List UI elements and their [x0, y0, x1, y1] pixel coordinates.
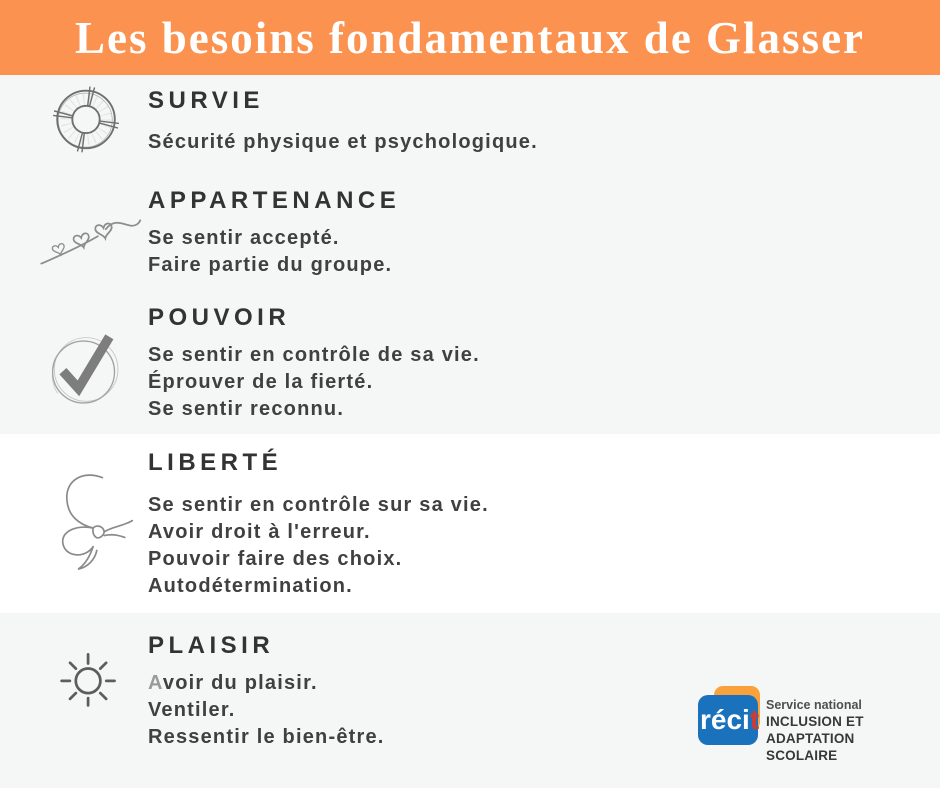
section-body-survie: [148, 129, 538, 156]
body-line: Avoir droit à l'erreur.: [148, 521, 371, 543]
butterfly-icon: [52, 466, 136, 578]
recit-logo: [698, 686, 928, 763]
logo-scolaire-line: SCOLAIRE: [766, 748, 838, 763]
body-line: Se sentir en contrôle sur sa vie.: [148, 494, 489, 516]
checkmark-circle-icon: [44, 321, 130, 411]
body-line: Se sentir reconnu.: [148, 398, 345, 420]
section-body-pouvoir: [148, 342, 480, 423]
lifebuoy-icon: [50, 80, 122, 156]
body-line: Avoir du plaisir.: [148, 672, 318, 694]
body-line: Éprouver de la fierté.: [148, 371, 374, 393]
section-title-appartenance: APPARTENANCE: [148, 187, 401, 214]
body-line: Pouvoir faire des choix.: [148, 548, 403, 570]
logo-service-line: Service national: [766, 698, 862, 712]
hearts-icon: [36, 204, 142, 272]
section-body-plaisir: [148, 670, 385, 751]
section-title-plaisir: PLAISIR: [148, 632, 275, 659]
body-line: Sécurité physique et psychologique.: [148, 131, 538, 153]
section-body-appartenance: [148, 225, 392, 279]
body-line: Ventiler.: [148, 699, 236, 721]
sun-icon: [48, 641, 130, 717]
section-title-survie: SURVIE: [148, 87, 264, 114]
wordmark-white: réci: [700, 704, 750, 735]
logo-text: [766, 697, 928, 764]
logo-inclusion-line: INCLUSION ET ADAPTATION: [766, 714, 864, 746]
body-line: Faire partie du groupe.: [148, 254, 393, 276]
body-line: Se sentir accepté.: [148, 227, 340, 249]
section-title-liberte: LIBERTÉ: [148, 449, 283, 476]
wordmark-red: t: [749, 704, 760, 735]
page-title: Les besoins fondamentaux de Glasser: [74, 12, 866, 63]
section-body-liberte: [148, 492, 489, 600]
body-line: Autodétermination.: [148, 575, 353, 597]
body-line: Ressentir le bien-être.: [148, 726, 385, 748]
header: [0, 0, 940, 75]
section-title-pouvoir: POUVOIR: [148, 304, 291, 331]
body-line: Se sentir en contrôle de sa vie.: [148, 344, 480, 366]
recit-wordmark: [700, 705, 759, 735]
